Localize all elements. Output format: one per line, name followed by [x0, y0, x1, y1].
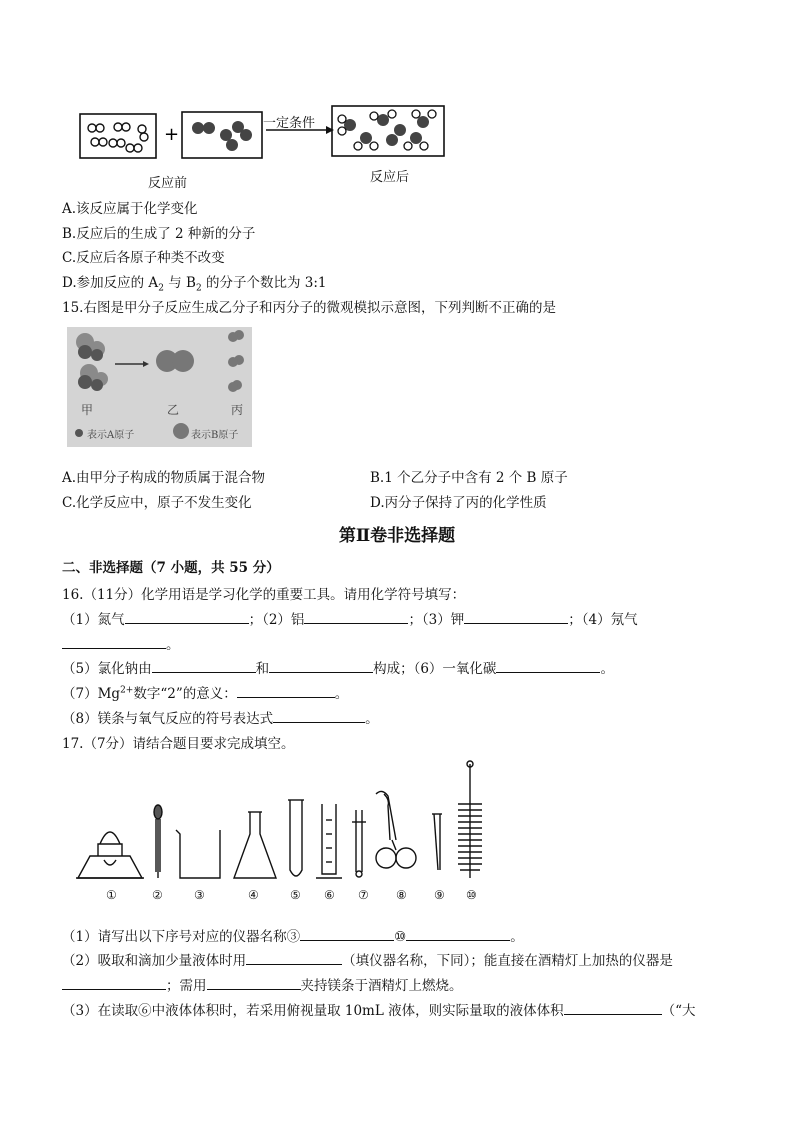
- q15-option-b: B.1 个乙分子中含有 2 个 B 原子: [370, 470, 568, 486]
- answer-blank[interactable]: [406, 926, 510, 941]
- reaction-figure: [78, 100, 448, 195]
- alcohol-lamp-icon: [76, 832, 144, 878]
- instrument-number-5: ⑤: [290, 888, 301, 902]
- legend-a: 表示A原子: [87, 430, 135, 441]
- reaction-condition: 一定条件: [263, 116, 316, 131]
- q17-line3: ；需用 夹持镁条于酒精灯上燃烧。: [62, 974, 463, 994]
- q14-option-b: B.反应后的生成了 2 种新的分子: [62, 226, 256, 242]
- part2-heading: 二、非选择题（7 小题，共 55 分）: [62, 560, 280, 576]
- instrument-number-2: ②: [152, 888, 163, 902]
- answer-blank[interactable]: [496, 658, 600, 673]
- q14-option-d: D.参加反应的 $A_2$ 与 $B_2$ 的分子个数比为 3:1: [62, 275, 327, 294]
- q15-option-a: A.由甲分子构成的物质属于混合物: [62, 470, 266, 486]
- q16-line5: （8）镁条与氧气反应的符号表达式 。: [62, 707, 379, 727]
- q16-line3: （5）氯化钠由 和 构成；（6）一氧化碳 。: [62, 657, 614, 677]
- q17-line2: （2）吸取和滴加少量液体时用 （填仪器名称，下同）；能直接在酒精灯上加热的仪器是: [62, 949, 673, 969]
- label-after: 反应后: [370, 170, 410, 185]
- answer-blank[interactable]: [300, 926, 394, 941]
- answer-blank[interactable]: [125, 609, 249, 624]
- q14-option-a: A.该反应属于化学变化: [62, 201, 198, 217]
- q17-stem: 17.（7分）请结合题目要求完成填空。: [62, 736, 295, 752]
- answer-blank[interactable]: [304, 609, 408, 624]
- q15-stem: 15.右图是甲分子反应生成乙分子和丙分子的微观模拟示意图，下列判断不正确的是: [62, 300, 556, 316]
- q15-option-c: C.化学反应中，原子不发生变化: [62, 495, 252, 511]
- q16-line4: $(7)Mg^{2+}$数字“2”的意义： 。: [62, 682, 348, 702]
- beaker-icon: [176, 830, 220, 878]
- test-tube-brush-icon: [458, 761, 482, 878]
- answer-blank[interactable]: [62, 634, 166, 649]
- dropper-icon: [154, 805, 162, 878]
- answer-blank[interactable]: [237, 683, 335, 698]
- graduated-cylinder-icon: [316, 804, 342, 878]
- label-jia: 甲: [81, 403, 94, 417]
- conical-flask-icon: [234, 812, 276, 878]
- label-yi: 乙: [167, 403, 180, 417]
- instrument-number-4: ④: [248, 888, 259, 902]
- q16-stem: 16.（11分）化学用语是学习化学的重要工具。请用化学符号填写：: [62, 587, 466, 603]
- answer-blank[interactable]: [62, 975, 166, 990]
- instrument-number-3: ③: [194, 888, 205, 902]
- answer-blank[interactable]: [464, 609, 568, 624]
- instrument-number-7: ⑦: [358, 888, 369, 902]
- q17-line4: （3）在读取⑥中液体体积时，若采用俯视量取 10mL 液体，则实际量取的液体体积 （“大: [62, 999, 696, 1019]
- answer-blank[interactable]: [152, 658, 256, 673]
- answer-blank[interactable]: [273, 708, 365, 723]
- instrument-number-8: ⑧: [396, 888, 407, 902]
- q16-line2: 。: [62, 633, 180, 653]
- answer-blank[interactable]: [269, 658, 373, 673]
- plus-sign: +: [164, 124, 180, 145]
- answer-blank[interactable]: [207, 975, 301, 990]
- instrument-number-9: ⑨: [434, 888, 445, 902]
- instrument-number-1: ①: [106, 888, 117, 902]
- answer-blank[interactable]: [246, 950, 342, 965]
- test-tube-icon: [288, 800, 304, 876]
- crucible-tongs-icon: [376, 791, 416, 868]
- legend-b: 表示B原子: [191, 430, 239, 441]
- section-title: 第Ⅱ卷非选择题: [338, 526, 456, 546]
- q14-option-c: C.反应后各原子种类不改变: [62, 250, 225, 266]
- q15-option-d: D.丙分子保持了丙的化学性质: [370, 495, 547, 511]
- label-before: 反应前: [148, 176, 188, 191]
- label-bing: 丙: [231, 403, 244, 417]
- q16-line1: （1）氮气 ；（2）铝 ；（3）钾 ；（4）氖气: [62, 608, 638, 628]
- answer-blank[interactable]: [564, 1000, 662, 1015]
- lab-instruments-figure: [70, 760, 500, 910]
- q15-photo-figure: [67, 327, 252, 447]
- q17-line1: （1）请写出以下序号对应的仪器名称③ ⑩ 。: [62, 925, 524, 945]
- tweezers-icon: [432, 814, 442, 870]
- instrument-number-6: ⑥: [324, 888, 335, 902]
- instrument-number-10: ⑩: [466, 888, 477, 902]
- thermometer-icon: [352, 810, 366, 877]
